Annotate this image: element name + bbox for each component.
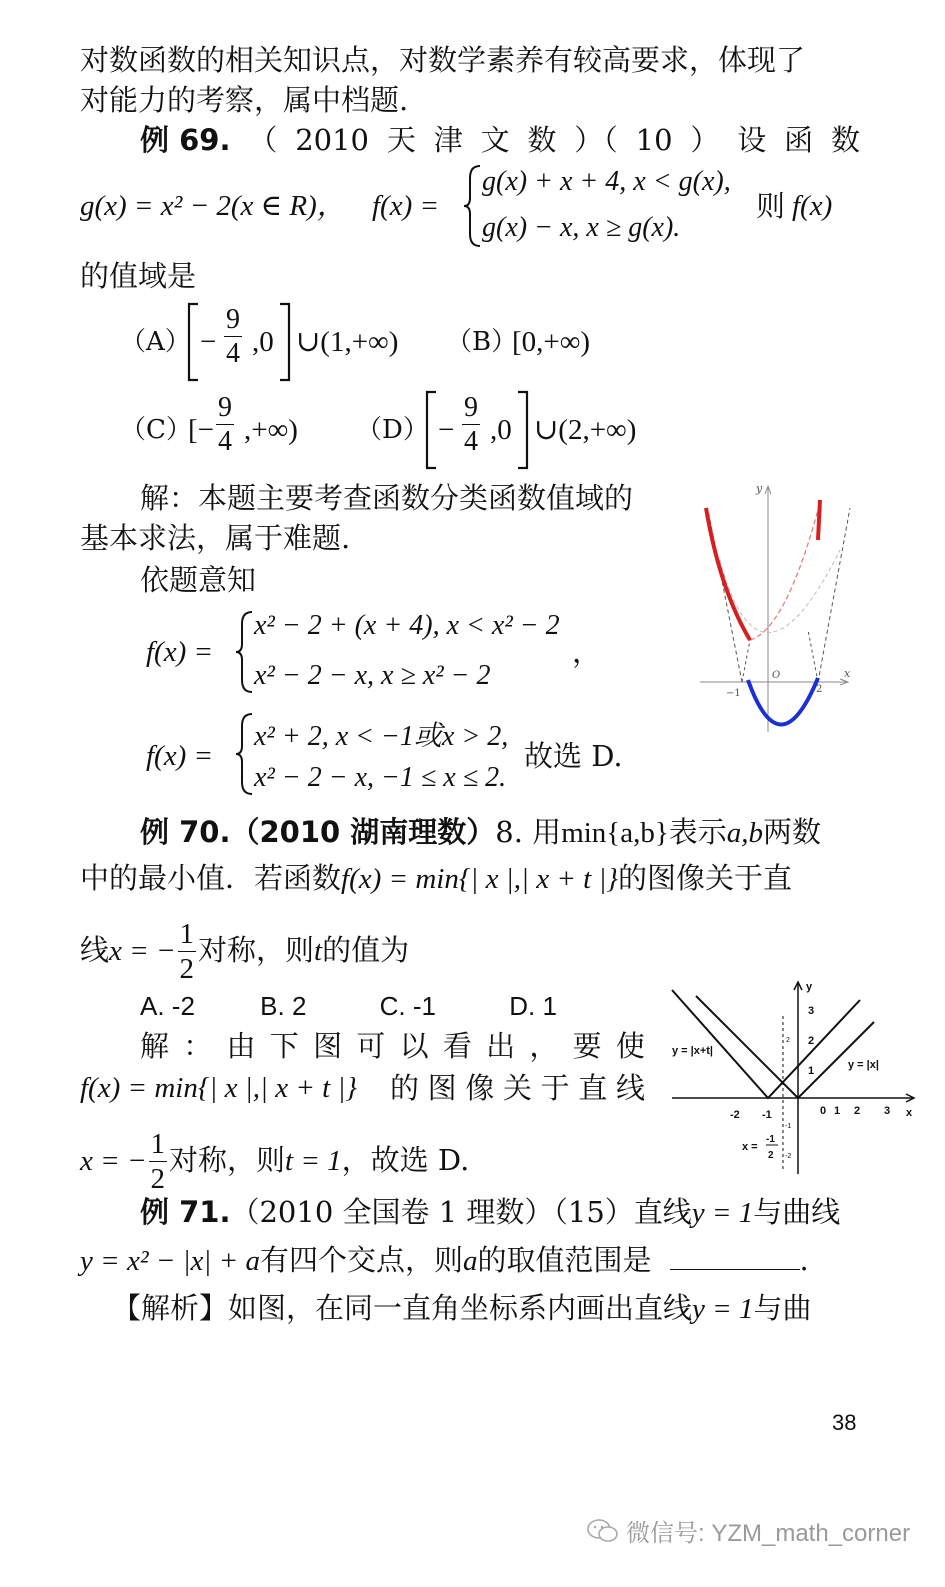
ex70-solution-2-formula: f(x) = min{| x |,| x + t |} — [80, 1072, 358, 1104]
watermark — [586, 1513, 910, 1548]
ex69-sf1-label: f(x) = — [146, 636, 214, 668]
svg-text:1: 1 — [808, 1065, 815, 1077]
page-number: 38 — [832, 1410, 857, 1435]
ex71-line-1: 例 71.（2010 全国卷 1 理数）（15）直线y = 1与曲线 — [140, 1195, 841, 1229]
ex69-sf1-case-1: x² − 2 + (x + 4), x < x² − 2 — [254, 610, 560, 641]
ex69-case-2: g(x) − x, x ≥ g(x). — [482, 212, 681, 243]
ex69-graph-minus1: −1 — [726, 688, 741, 699]
svg-text:-2: -2 — [730, 1109, 740, 1121]
ex70-half: $\frac{1}{2}$ — [179, 918, 195, 985]
svg-text:0: 0 — [820, 1105, 827, 1117]
option-a-tail: ∪(1,+∞) — [296, 326, 399, 358]
ex70-graph-x: x — [906, 1107, 913, 1119]
svg-text:-2: -2 — [785, 1153, 792, 1160]
ex69-graph — [690, 480, 860, 742]
ex69-solution-2: 基本求法，属于难题. — [80, 521, 351, 555]
svg-text:2: 2 — [854, 1105, 861, 1117]
wechat-icon — [586, 1517, 620, 1545]
ex70-graph-label-xt: y = |x+t| — [672, 1045, 714, 1057]
ex70-line-1: 例 70.（2010 湖南理数）8. 用min{a,b}表示a,b两数 — [140, 815, 822, 849]
option-b-label: （B） — [446, 327, 518, 357]
ex69-sf2-case-2: x² − 2 − x, −1 ≤ x ≤ 2. — [254, 762, 507, 793]
option-c-pre: [− — [188, 414, 215, 446]
option-d-left-bracket — [424, 390, 438, 470]
option-d-neg: − — [438, 414, 455, 446]
ex69-f-label: f(x) = — [372, 190, 440, 222]
watermark-text: 微信号: YZM_math_corner — [626, 1520, 911, 1547]
svg-text:x =: x = — [742, 1141, 758, 1153]
ex70-solution-3: x = − $\frac{1}{2}$ 对称，则t = 1，故选 D. — [80, 1128, 470, 1195]
intro-line-2: 对能力的考察，属中档题. — [80, 83, 409, 117]
ex69-brace — [462, 164, 482, 248]
option-a-neg: − — [200, 326, 217, 358]
option-d-label: （D） — [356, 415, 429, 445]
ex69-heading: 例 69. — [140, 123, 231, 157]
option-a-left-bracket — [186, 302, 200, 382]
ex70-graph-label-x: y = |x| — [848, 1059, 879, 1071]
ex69-graph-2: 2 — [816, 684, 823, 695]
option-d-right-bracket — [516, 390, 530, 470]
ex69-value-range: 的值域是 — [80, 259, 197, 293]
ex70-heading: 例 70. — [140, 815, 231, 849]
ex69-sf2-brace — [234, 712, 254, 796]
ex69-sf1-comma: ， — [572, 635, 602, 669]
ex69-sf2-label: f(x) = — [146, 740, 214, 772]
ex69-then: 则 — [756, 189, 786, 223]
ex69-graph-origin: O — [772, 670, 781, 681]
option-d-fraction: $\frac{9}{4}$ — [464, 392, 478, 457]
ex69-graph-x: x — [844, 667, 851, 680]
ex70-line-2: 中的最小值．若函数f(x) = min{| x |,| x + t |}的图像关于直 — [80, 861, 793, 895]
ex69-sf1-brace — [234, 610, 254, 694]
ex71-heading: 例 71. — [140, 1195, 231, 1229]
svg-text:-1: -1 — [762, 1109, 772, 1121]
ex70-graph — [668, 976, 920, 1178]
ex69-solution-3: 依题意知 — [140, 563, 257, 597]
ex69-sf2-case-1: x² + 2, x < −1或x > 2, — [254, 721, 509, 752]
svg-text:2: 2 — [808, 1035, 815, 1047]
ex69-solution-1: 解：本题主要考查函数分类函数值域的 — [140, 481, 634, 515]
option-a-right-bracket — [278, 302, 292, 382]
ex70-solution-2-text: 的 图 像 关 于 直 线 — [390, 1071, 645, 1105]
svg-text:-1: -1 — [785, 1123, 792, 1130]
ex70-line-3: 线x = − $\frac{1}{2}$ 对称，则t的值为 — [80, 918, 410, 985]
ex70-graph-y: y — [806, 981, 813, 993]
ex69-choose: 故选 D. — [524, 739, 623, 773]
svg-text:3: 3 — [884, 1105, 891, 1117]
ex69-case-1: g(x) + x + 4, x < g(x), — [482, 166, 731, 197]
ex69-sf1-case-2: x² − 2 − x, x ≥ x² − 2 — [254, 660, 491, 691]
option-a-label: （A） — [120, 327, 191, 357]
ex70-options: A. -2 B. 2 C. -1 D. 1 — [140, 991, 557, 1021]
svg-text:2: 2 — [768, 1150, 774, 1161]
option-d-tail: ∪(2,+∞) — [534, 414, 637, 446]
option-c-label: （C） — [120, 415, 192, 445]
ex71-answer-blank — [670, 1245, 800, 1270]
option-c-post: ,+∞) — [244, 414, 298, 446]
ex69-heading-line: 例 69. （ 2010 天 津 文 数 ）（ 10 ） 设 函 数 — [140, 120, 860, 160]
option-d-zero: ,0 — [490, 414, 512, 446]
option-b-value: [0,+∞) — [512, 326, 591, 358]
intro-line-1: 对数函数的相关知识点，对数学素养有较高要求，体现了 — [80, 43, 806, 77]
svg-text:3: 3 — [808, 1005, 815, 1017]
ex69-graph-y: y — [756, 482, 763, 495]
svg-text:2: 2 — [786, 1037, 790, 1044]
option-a-fraction: $\frac{9}{4}$ — [226, 304, 240, 369]
ex70-solution-1: 解 ： 由 下 图 可 以 看 出 ， 要 使 — [140, 1029, 645, 1063]
option-a-zero: ,0 — [252, 326, 274, 358]
ex71-analysis: 【解析】如图，在同一直角坐标系内画出直线y = 1与曲 — [112, 1291, 812, 1325]
ex69-f-tail: f(x) — [792, 190, 833, 222]
svg-text:1: 1 — [834, 1105, 841, 1117]
ex71-line-2: y = x² − |x| + a有四个交点，则a的取值范围是 . — [80, 1243, 809, 1277]
option-c-fraction: $\frac{9}{4}$ — [218, 392, 232, 457]
ex69-g-definition: g(x) = x² − 2(x ∈ R)， — [80, 190, 346, 222]
svg-text:-1: -1 — [766, 1134, 775, 1145]
